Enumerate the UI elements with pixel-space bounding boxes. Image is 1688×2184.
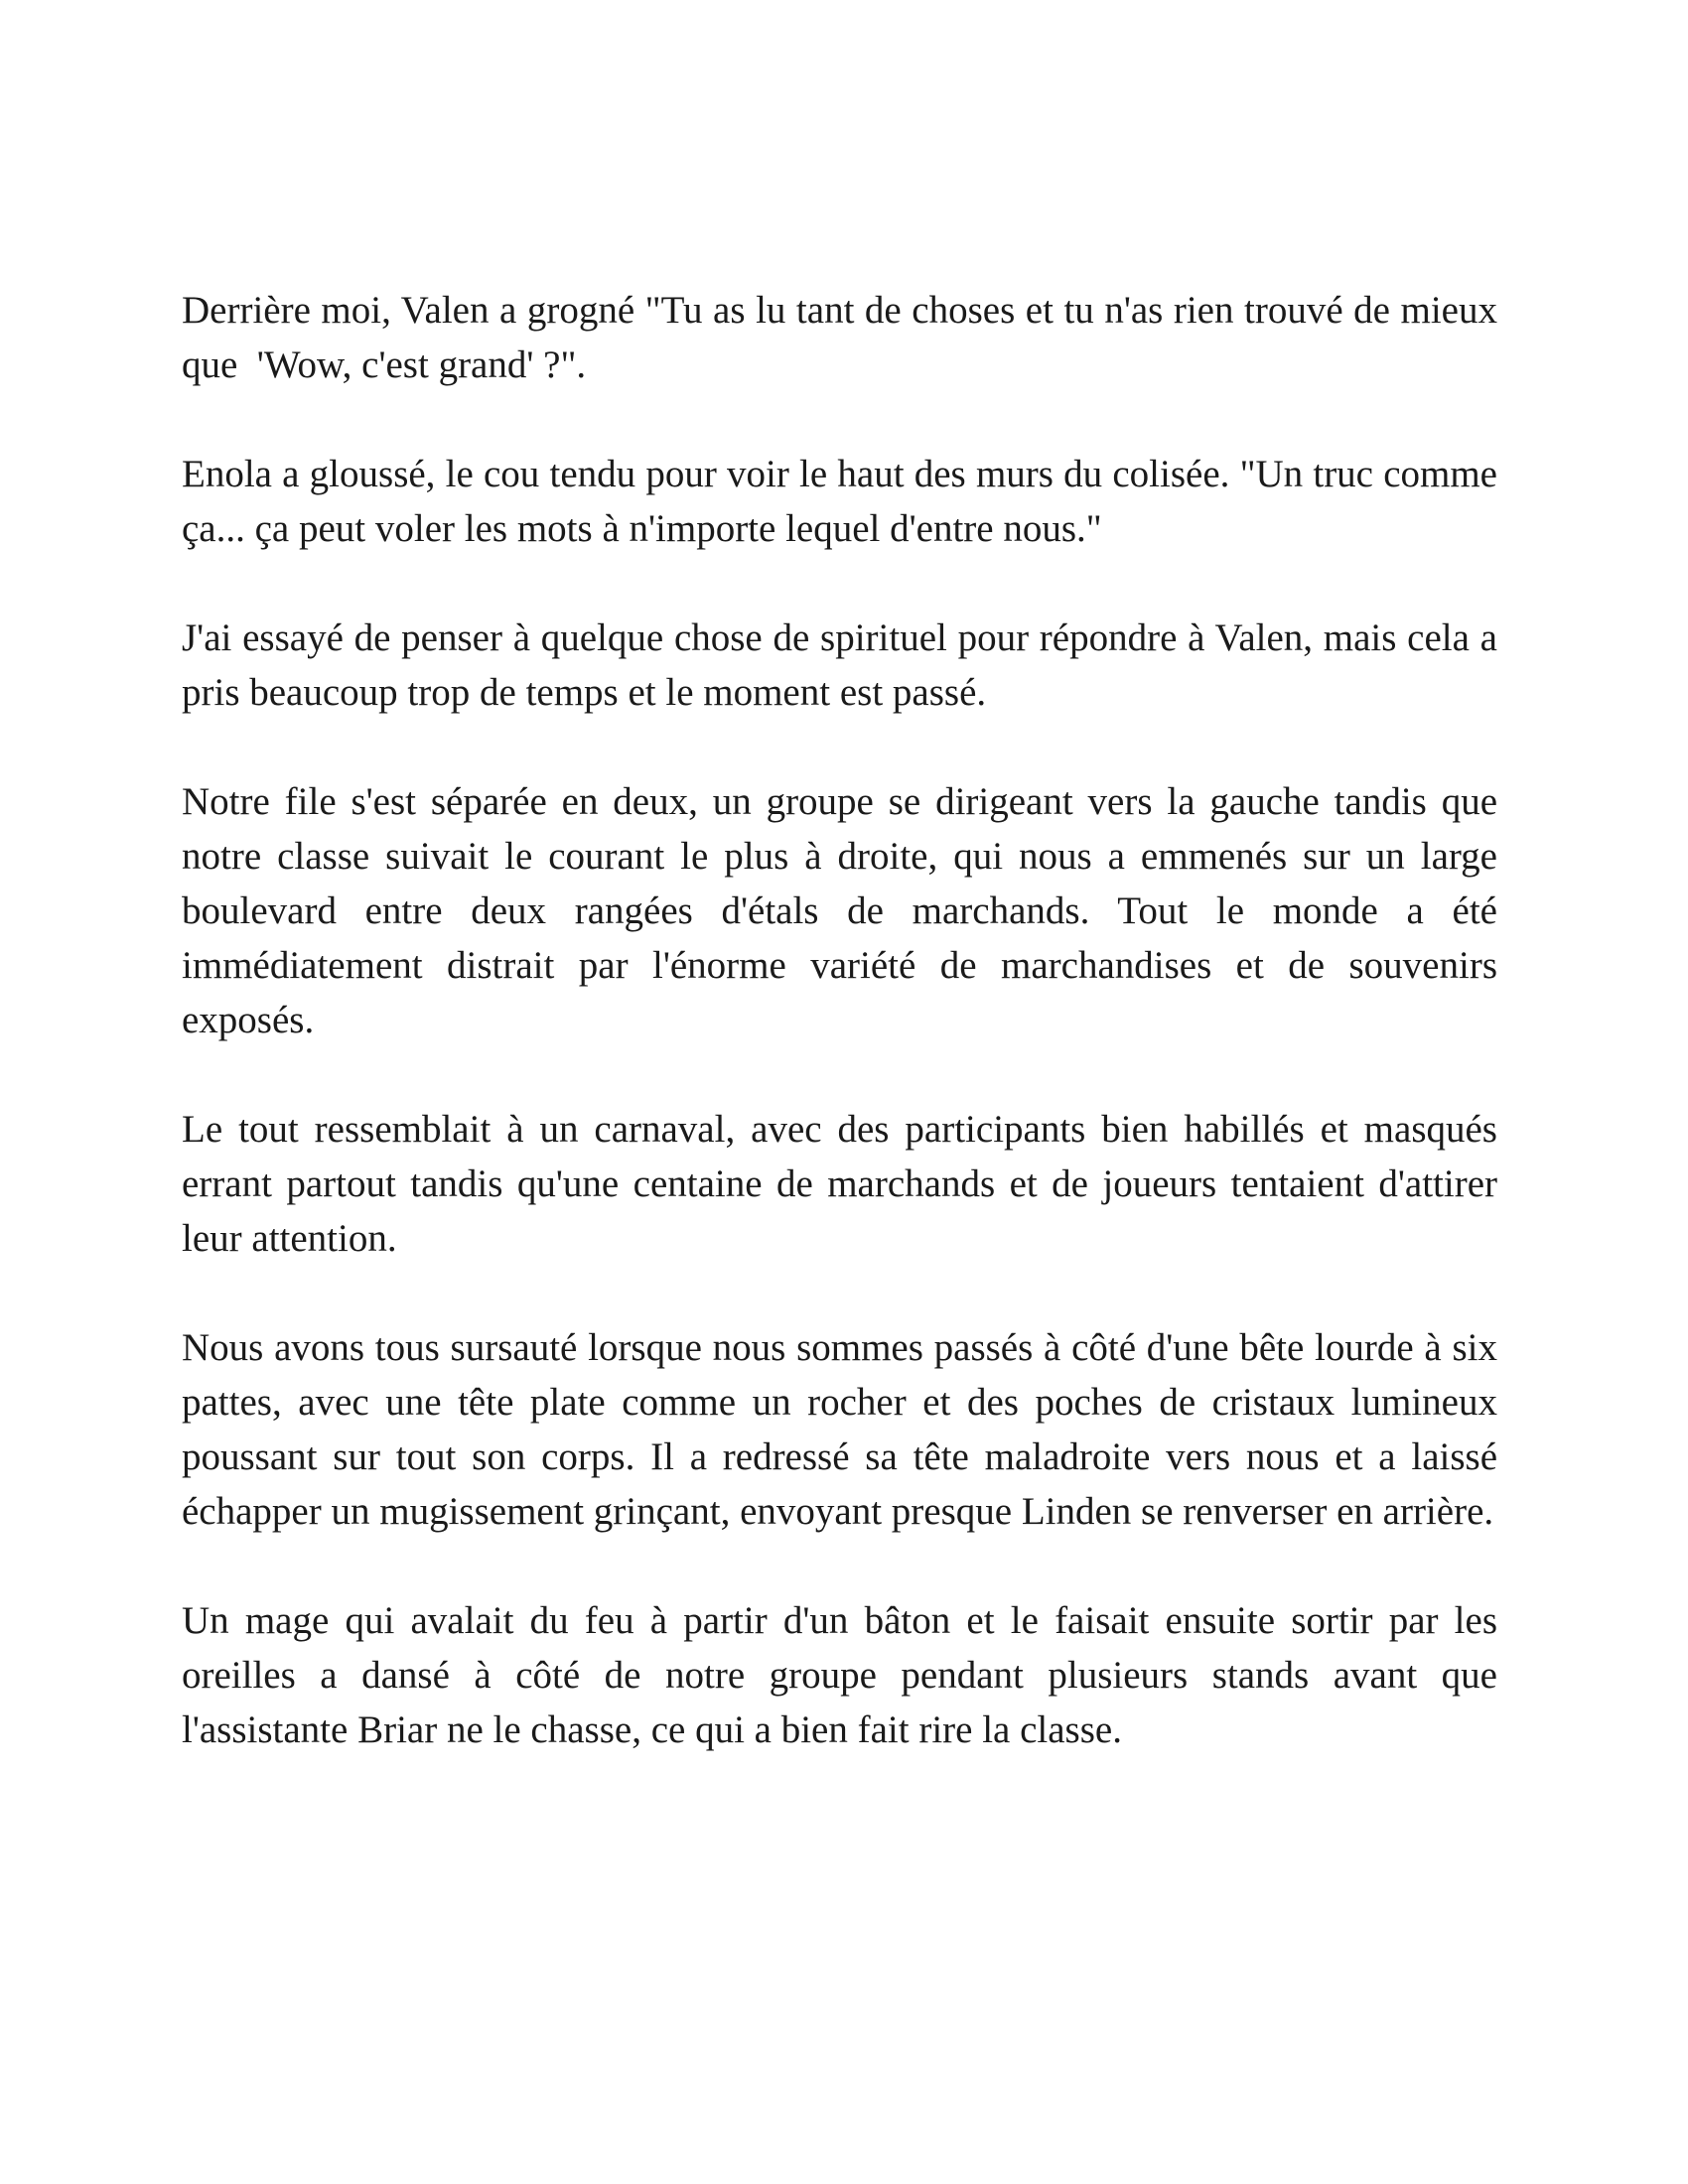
paragraph-6: Nous avons tous sursauté lorsque nous sommes passés à côté d'une bête lourde à six pattes, avec une tête plate comme un rocher et des poches de cristaux lumineux poussant sur tout son corps. Il a redressé sa tête maladroite vers nous et a laissé échapper un mugissement grinçant, envoyant presque Linden se renverser en arrière. bbox=[182, 1326, 1507, 1533]
text-body bbox=[182, 283, 1507, 1757]
paragraph-4: Notre file s'est séparée en deux, un groupe se dirigeant vers la gauche tandis que notre classe suivait le courant le plus à droite, qui nous a emmenés sur un large boulevard entre deux rangées d'étals de marchands. Tout le monde a été immédiatement distrait par l'énorme variété de marchandises et de souvenirs exposés. bbox=[182, 780, 1507, 1041]
paragraph-2: Enola a gloussé, le cou tendu pour voir le haut des murs du colisée. "Un truc comme ça... ça peut voler les mots à n'importe lequel d'entre nous." bbox=[182, 453, 1507, 550]
paragraph-1: Derrière moi, Valen a grogné "Tu as lu tant de choses et tu n'as rien trouvé de mieux que 'Wow, c'est grand' ?". bbox=[182, 289, 1507, 386]
paragraph-5: Le tout ressemblait à un carnaval, avec des participants bien habillés et masqués errant partout tandis qu'une centaine de marchands et de joueurs tentaient d'attirer leur attention. bbox=[182, 1108, 1507, 1260]
paragraph-3: J'ai essayé de penser à quelque chose de spirituel pour répondre à Valen, mais cela a pris beaucoup trop de temps et le moment est passé. bbox=[182, 616, 1507, 714]
paragraph-7: Un mage qui avalait du feu à partir d'un bâton et le faisait ensuite sortir par les oreilles a dansé à côté de notre groupe pendant plusieurs stands avant que l'assistante Briar ne le chasse, ce qui a bien fait rire la classe. bbox=[182, 1599, 1507, 1751]
